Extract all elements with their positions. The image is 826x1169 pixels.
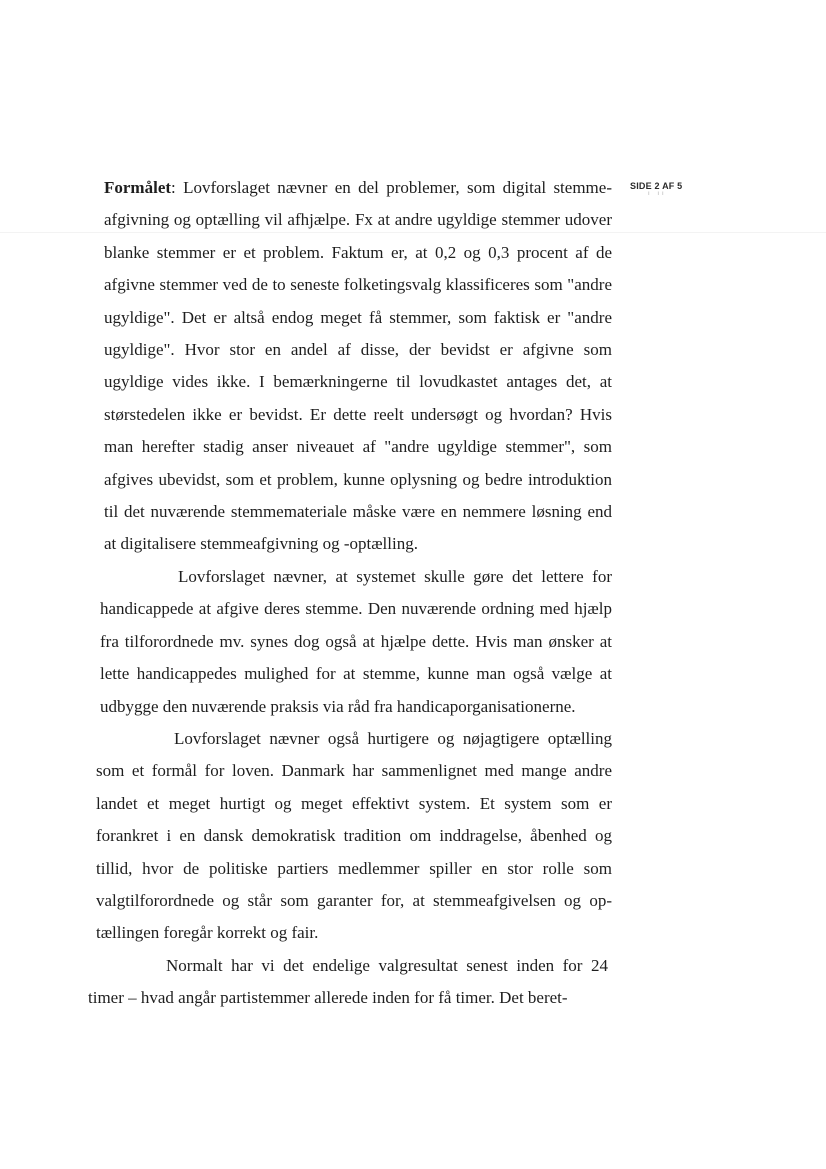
- page-marker-ticks: ı ıı: [648, 191, 667, 197]
- page-number-text: SIDE 2 AF 5: [630, 181, 683, 191]
- paragraph-purpose: [104, 172, 612, 561]
- body-text: [88, 172, 612, 1015]
- paragraph-lead: Formålet: [104, 178, 172, 197]
- page-number: [630, 181, 682, 197]
- paragraph-text: : Lovforslaget nævner en del problemer, som digital stemmeafgivning og optælling vil afhjælpe. Fx at andre ugyldige stemmer udover blanke stemmer er et problem. Faktum er, at 0,2 og 0,3 procent af de afgivne stemmer ved de to seneste folketingsvalg klassificeres som "andre ugyldige". Det er altså endog meget få stemmer, som faktisk er "andre ugyldige". Hvor stor en andel af disse, der bevidst er afgivne som ugyldige vides ikke. I bemærkningerne til lovudkastet antages det, at størstedelen ikke er bevidst. Er dette reelt undersøgt og hvordan? Hvis man herefter stadig anser niveauet af "andre ugyldige stemmer", som afgives ubevidst, som et problem, kunne oplysning og bedre introduktion til det nuværende stemmemateriale måske være en nemmere løsning end at digitalisere stemmeafgivning og -optælling.: [104, 178, 612, 554]
- paragraph-result: Normalt har vi det endelige valgresultat senest inden for 24 timer – hvad angår partistemmer allerede inden for få timer. Det beret-: [88, 955, 608, 1008]
- paragraph-handicap: Lovforslaget nævner, at systemet skulle gøre det lettere for handicappede at afgive deres stemme. Den nuværende ordning med hjælp fra tilforordnede mv. synes dog også at hjælpe dette. Hvis man ønsker at lette handicappedes mulighed for at stemme, kunne man også vælge at udbygge den nuværende praksis via råd fra handicaporganisationerne.: [100, 566, 612, 716]
- paragraph-counting: Lovforslaget nævner også hurtigere og nøjagtigere optælling som et formål for loven. Danmark har sammenlignet med mange andre landet et meget hurtigt og meget effektivt system. Et system som er forankret i en dansk demokratisk tradition om inddragelse, åbenhed og tillid, hvor de politiske partiers medlemmer spiller en stor rolle som valgtilforordnede og står som garanter for, at stemmeafgivelsen og optællingen foregår korrekt og fair.: [96, 728, 612, 943]
